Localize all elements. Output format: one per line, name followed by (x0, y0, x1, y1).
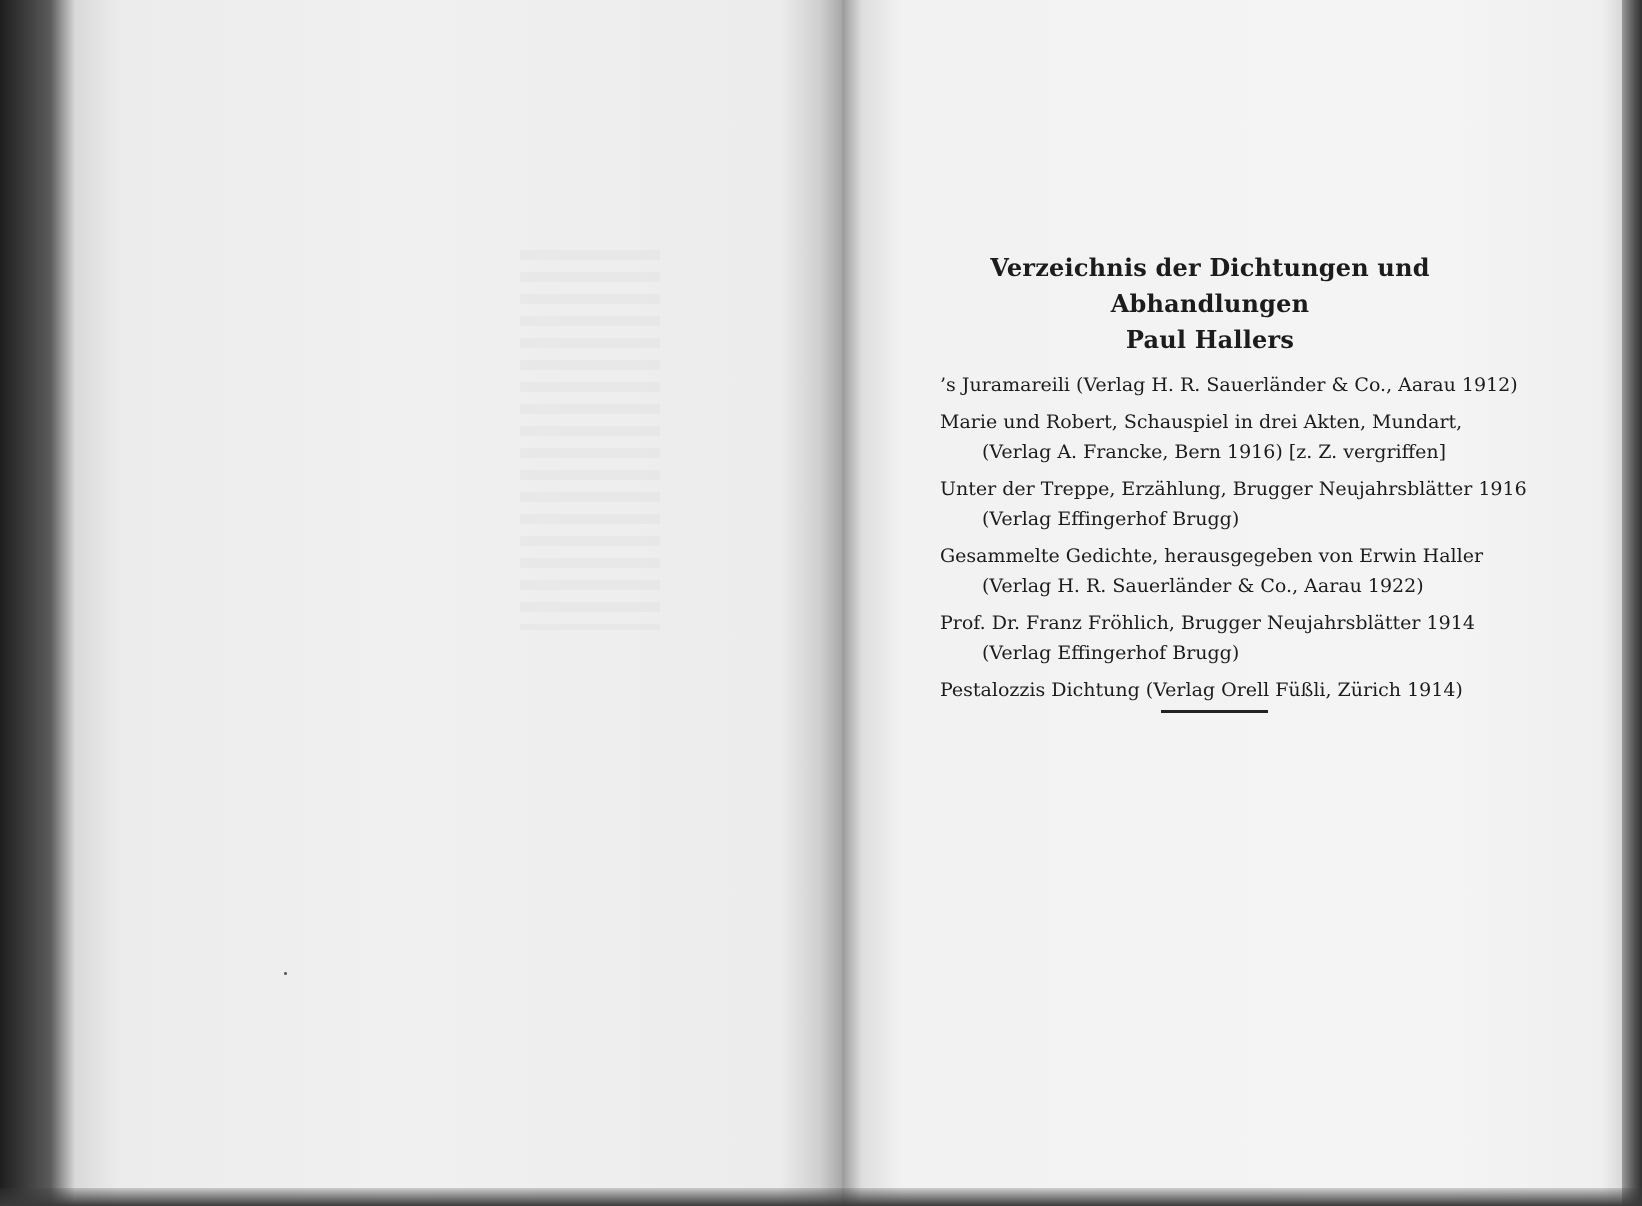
entry-line: Marie und Robert, Schauspiel in drei Akten, Mundart, (940, 411, 1463, 433)
list-item (940, 675, 1480, 705)
entry-line: Prof. Dr. Franz Fröhlich, Brugger Neujahrsblätter 1914 (940, 612, 1475, 634)
entry-line-continuation: (Verlag Effingerhof Brugg) (982, 642, 1240, 664)
list-item (940, 370, 1518, 400)
page-bottom-shadow (0, 1188, 1642, 1206)
title-line-2: Paul Hallers (1125, 325, 1295, 354)
book-cover-edge (1622, 0, 1642, 1206)
title-line-1: Verzeichnis der Dichtungen und Abhandlungen (990, 253, 1430, 318)
entry-line: Gesammelte Gedichte, herausgegeben von Erwin Haller (940, 545, 1484, 567)
entry-line-continuation: (Verlag Effingerhof Brugg) (982, 508, 1240, 530)
entry-line: Pestalozzis Dichtung (Verlag Orell Füßli, Zürich 1914) (940, 679, 1463, 701)
list-item (940, 407, 1480, 467)
show-through-bleed (520, 250, 660, 630)
entry-line-continuation: (Verlag H. R. Sauerländer & Co., Aarau 1922) (982, 575, 1424, 597)
bibliography-section (940, 250, 1527, 712)
page-title (940, 250, 1480, 358)
paper-speck (284, 972, 287, 975)
entry-line-continuation: (Verlag A. Francke, Bern 1916) [z. Z. vergriffen] (982, 441, 1447, 463)
list-item (940, 541, 1484, 601)
works-list (940, 370, 1527, 705)
list-item (940, 474, 1527, 534)
list-item (940, 608, 1480, 668)
entry-line: ’s Juramareili (Verlag H. R. Sauerländer & Co., Aarau 1912) (940, 374, 1518, 396)
closing-rule (1161, 710, 1268, 713)
entry-line: Unter der Treppe, Erzählung, Brugger Neujahrsblätter 1916 (940, 478, 1527, 500)
